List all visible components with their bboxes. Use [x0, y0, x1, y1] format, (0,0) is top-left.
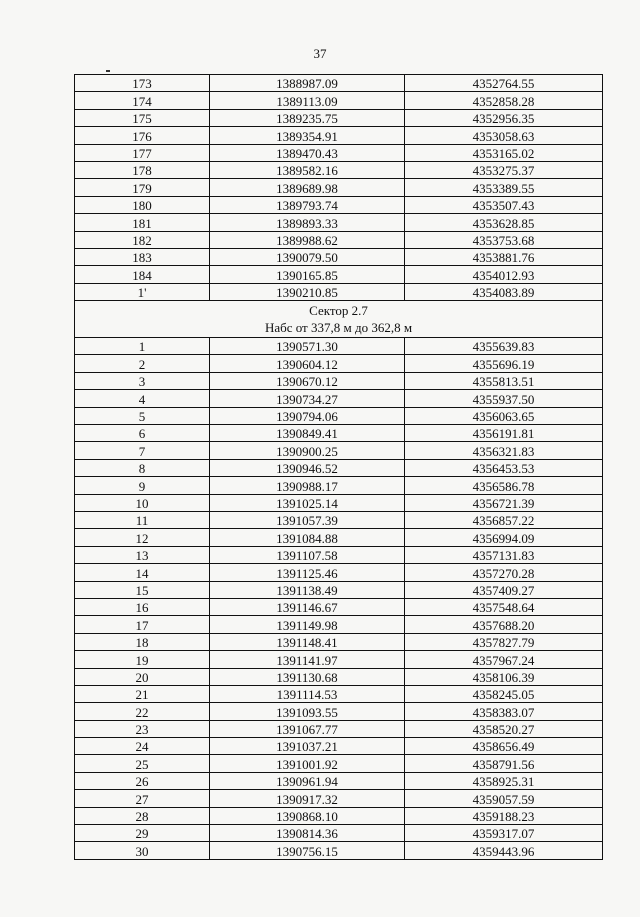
- y-coordinate-cell: 4358520.27: [405, 720, 603, 737]
- sector-cell: [75, 301, 603, 338]
- x-coordinate-cell: 1390849.41: [210, 425, 405, 442]
- y-coordinate-cell: 4356453.53: [405, 459, 603, 476]
- x-coordinate-cell: 1389689.98: [210, 179, 405, 196]
- table-row: [75, 790, 603, 807]
- table-row: [75, 651, 603, 668]
- point-number-cell: 22: [75, 703, 210, 720]
- y-coordinate-cell: 4358791.56: [405, 755, 603, 772]
- table-row: [75, 144, 603, 161]
- y-coordinate-cell: 4356063.65: [405, 407, 603, 424]
- x-coordinate-cell: 1389988.62: [210, 231, 405, 248]
- y-coordinate-cell: 4352764.55: [405, 75, 603, 92]
- point-number-cell: 24: [75, 738, 210, 755]
- x-coordinate-cell: 1391130.68: [210, 668, 405, 685]
- point-number-cell: 28: [75, 807, 210, 824]
- y-coordinate-cell: 4355937.50: [405, 390, 603, 407]
- table-row: [75, 511, 603, 528]
- point-number-cell: 177: [75, 144, 210, 161]
- table-row: [75, 338, 603, 355]
- table-row: [75, 127, 603, 144]
- table-row: [75, 179, 603, 196]
- y-coordinate-cell: 4355696.19: [405, 355, 603, 372]
- x-coordinate-cell: 1391149.98: [210, 616, 405, 633]
- table-row: [75, 407, 603, 424]
- point-number-cell: 174: [75, 92, 210, 109]
- x-coordinate-cell: 1391084.88: [210, 529, 405, 546]
- x-coordinate-cell: 1389793.74: [210, 196, 405, 213]
- y-coordinate-cell: 4356321.83: [405, 442, 603, 459]
- point-number-cell: 20: [75, 668, 210, 685]
- y-coordinate-cell: 4358245.05: [405, 685, 603, 702]
- y-coordinate-cell: 4359443.96: [405, 842, 603, 859]
- y-coordinate-cell: 4357548.64: [405, 598, 603, 615]
- point-number-cell: 16: [75, 598, 210, 615]
- y-coordinate-cell: 4357409.27: [405, 581, 603, 598]
- point-number-cell: 178: [75, 161, 210, 178]
- point-number-cell: 29: [75, 825, 210, 842]
- y-coordinate-cell: 4354012.93: [405, 266, 603, 283]
- point-number-cell: 25: [75, 755, 210, 772]
- table-row: [75, 214, 603, 231]
- x-coordinate-cell: 1391001.92: [210, 755, 405, 772]
- point-number-cell: 4: [75, 390, 210, 407]
- table-row: [75, 494, 603, 511]
- table-row: [75, 355, 603, 372]
- x-coordinate-cell: 1389893.33: [210, 214, 405, 231]
- y-coordinate-cell: 4357688.20: [405, 616, 603, 633]
- point-number-cell: 182: [75, 231, 210, 248]
- y-coordinate-cell: 4355639.83: [405, 338, 603, 355]
- table-row: [75, 459, 603, 476]
- point-number-cell: 26: [75, 772, 210, 789]
- y-coordinate-cell: 4353275.37: [405, 161, 603, 178]
- y-coordinate-cell: 4359317.07: [405, 825, 603, 842]
- x-coordinate-cell: 1390988.17: [210, 477, 405, 494]
- point-number-cell: 181: [75, 214, 210, 231]
- x-coordinate-cell: 1390900.25: [210, 442, 405, 459]
- table-row: [75, 807, 603, 824]
- x-coordinate-cell: 1391025.14: [210, 494, 405, 511]
- table-row: [75, 616, 603, 633]
- coordinates-rows-after: [75, 338, 603, 860]
- table-row: [75, 248, 603, 265]
- y-coordinate-cell: 4353881.76: [405, 248, 603, 265]
- table-row: [75, 598, 603, 615]
- point-number-cell: 30: [75, 842, 210, 859]
- table-row: [75, 633, 603, 650]
- x-coordinate-cell: 1389354.91: [210, 127, 405, 144]
- y-coordinate-cell: 4352858.28: [405, 92, 603, 109]
- point-number-cell: 6: [75, 425, 210, 442]
- y-coordinate-cell: 4358925.31: [405, 772, 603, 789]
- table-row: [75, 772, 603, 789]
- point-number-cell: 3: [75, 372, 210, 389]
- y-coordinate-cell: 4356994.09: [405, 529, 603, 546]
- x-coordinate-cell: 1389235.75: [210, 109, 405, 126]
- y-coordinate-cell: 4358106.39: [405, 668, 603, 685]
- x-coordinate-cell: 1391148.41: [210, 633, 405, 650]
- x-coordinate-cell: 1390756.15: [210, 842, 405, 859]
- table-row: [75, 390, 603, 407]
- x-coordinate-cell: 1390079.50: [210, 248, 405, 265]
- sector-subtitle: Набс от 337,8 м до 362,8 м: [264, 320, 413, 336]
- table-row: [75, 442, 603, 459]
- table-row: [75, 546, 603, 563]
- table-row: [75, 668, 603, 685]
- x-coordinate-cell: 1389470.43: [210, 144, 405, 161]
- x-coordinate-cell: 1390794.06: [210, 407, 405, 424]
- x-coordinate-cell: 1391037.21: [210, 738, 405, 755]
- x-coordinate-cell: 1390210.85: [210, 283, 405, 300]
- point-number-cell: 21: [75, 685, 210, 702]
- y-coordinate-cell: 4356191.81: [405, 425, 603, 442]
- point-number-cell: 179: [75, 179, 210, 196]
- x-coordinate-cell: 1389582.16: [210, 161, 405, 178]
- point-number-cell: 11: [75, 511, 210, 528]
- table-row: [75, 109, 603, 126]
- y-coordinate-cell: 4358656.49: [405, 738, 603, 755]
- point-number-cell: 9: [75, 477, 210, 494]
- y-coordinate-cell: 4353389.55: [405, 179, 603, 196]
- sector-title: Сектор 2.7: [309, 303, 368, 319]
- table-row: [75, 581, 603, 598]
- y-coordinate-cell: 4356586.78: [405, 477, 603, 494]
- x-coordinate-cell: 1389113.09: [210, 92, 405, 109]
- x-coordinate-cell: 1388987.09: [210, 75, 405, 92]
- scan-speck: [106, 70, 110, 72]
- point-number-cell: 183: [75, 248, 210, 265]
- x-coordinate-cell: 1391107.58: [210, 546, 405, 563]
- y-coordinate-cell: 4357967.24: [405, 651, 603, 668]
- table-row: [75, 685, 603, 702]
- point-number-cell: 23: [75, 720, 210, 737]
- table-row: [75, 477, 603, 494]
- x-coordinate-cell: 1390814.36: [210, 825, 405, 842]
- coordinates-table: [74, 74, 603, 860]
- sector-row: [75, 301, 603, 338]
- y-coordinate-cell: 4353165.02: [405, 144, 603, 161]
- point-number-cell: 173: [75, 75, 210, 92]
- table-row: [75, 425, 603, 442]
- point-number-cell: 12: [75, 529, 210, 546]
- point-number-cell: 180: [75, 196, 210, 213]
- x-coordinate-cell: 1391141.97: [210, 651, 405, 668]
- table-row: [75, 92, 603, 109]
- table-row: [75, 283, 603, 300]
- table-row: [75, 825, 603, 842]
- y-coordinate-cell: 4354083.89: [405, 283, 603, 300]
- x-coordinate-cell: 1390868.10: [210, 807, 405, 824]
- y-coordinate-cell: 4353753.68: [405, 231, 603, 248]
- y-coordinate-cell: 4352956.35: [405, 109, 603, 126]
- y-coordinate-cell: 4353507.43: [405, 196, 603, 213]
- point-number-cell: 5: [75, 407, 210, 424]
- point-number-cell: 176: [75, 127, 210, 144]
- x-coordinate-cell: 1390670.12: [210, 372, 405, 389]
- x-coordinate-cell: 1391125.46: [210, 564, 405, 581]
- y-coordinate-cell: 4359057.59: [405, 790, 603, 807]
- point-number-cell: 1': [75, 283, 210, 300]
- table-row: [75, 529, 603, 546]
- point-number-cell: 27: [75, 790, 210, 807]
- x-coordinate-cell: 1391146.67: [210, 598, 405, 615]
- table-row: [75, 738, 603, 755]
- x-coordinate-cell: 1391067.77: [210, 720, 405, 737]
- table-row: [75, 755, 603, 772]
- sector-header: [75, 301, 603, 338]
- x-coordinate-cell: 1391057.39: [210, 511, 405, 528]
- point-number-cell: 184: [75, 266, 210, 283]
- point-number-cell: 13: [75, 546, 210, 563]
- point-number-cell: 8: [75, 459, 210, 476]
- y-coordinate-cell: 4357827.79: [405, 633, 603, 650]
- table-row: [75, 75, 603, 92]
- y-coordinate-cell: 4357131.83: [405, 546, 603, 563]
- table-row: [75, 161, 603, 178]
- point-number-cell: 1: [75, 338, 210, 355]
- point-number-cell: 10: [75, 494, 210, 511]
- point-number-cell: 14: [75, 564, 210, 581]
- x-coordinate-cell: 1390917.32: [210, 790, 405, 807]
- x-coordinate-cell: 1391114.53: [210, 685, 405, 702]
- point-number-cell: 19: [75, 651, 210, 668]
- table-row: [75, 842, 603, 859]
- y-coordinate-cell: 4356857.22: [405, 511, 603, 528]
- x-coordinate-cell: 1391138.49: [210, 581, 405, 598]
- page-number: 37: [313, 46, 327, 61]
- table-row: [75, 266, 603, 283]
- x-coordinate-cell: 1390571.30: [210, 338, 405, 355]
- table-row: [75, 703, 603, 720]
- table-row: [75, 564, 603, 581]
- y-coordinate-cell: 4353628.85: [405, 214, 603, 231]
- y-coordinate-cell: 4357270.28: [405, 564, 603, 581]
- table-row: [75, 231, 603, 248]
- y-coordinate-cell: 4355813.51: [405, 372, 603, 389]
- point-number-cell: 17: [75, 616, 210, 633]
- point-number-cell: 7: [75, 442, 210, 459]
- x-coordinate-cell: 1390946.52: [210, 459, 405, 476]
- point-number-cell: 18: [75, 633, 210, 650]
- x-coordinate-cell: 1390734.27: [210, 390, 405, 407]
- point-number-cell: 15: [75, 581, 210, 598]
- point-number-cell: 175: [75, 109, 210, 126]
- x-coordinate-cell: 1390165.85: [210, 266, 405, 283]
- x-coordinate-cell: 1390604.12: [210, 355, 405, 372]
- table-row: [75, 372, 603, 389]
- y-coordinate-cell: 4358383.07: [405, 703, 603, 720]
- table-row: [75, 720, 603, 737]
- point-number-cell: 2: [75, 355, 210, 372]
- y-coordinate-cell: 4359188.23: [405, 807, 603, 824]
- x-coordinate-cell: 1391093.55: [210, 703, 405, 720]
- x-coordinate-cell: 1390961.94: [210, 772, 405, 789]
- y-coordinate-cell: 4353058.63: [405, 127, 603, 144]
- table-row: [75, 196, 603, 213]
- y-coordinate-cell: 4356721.39: [405, 494, 603, 511]
- coordinates-rows-before: [75, 75, 603, 301]
